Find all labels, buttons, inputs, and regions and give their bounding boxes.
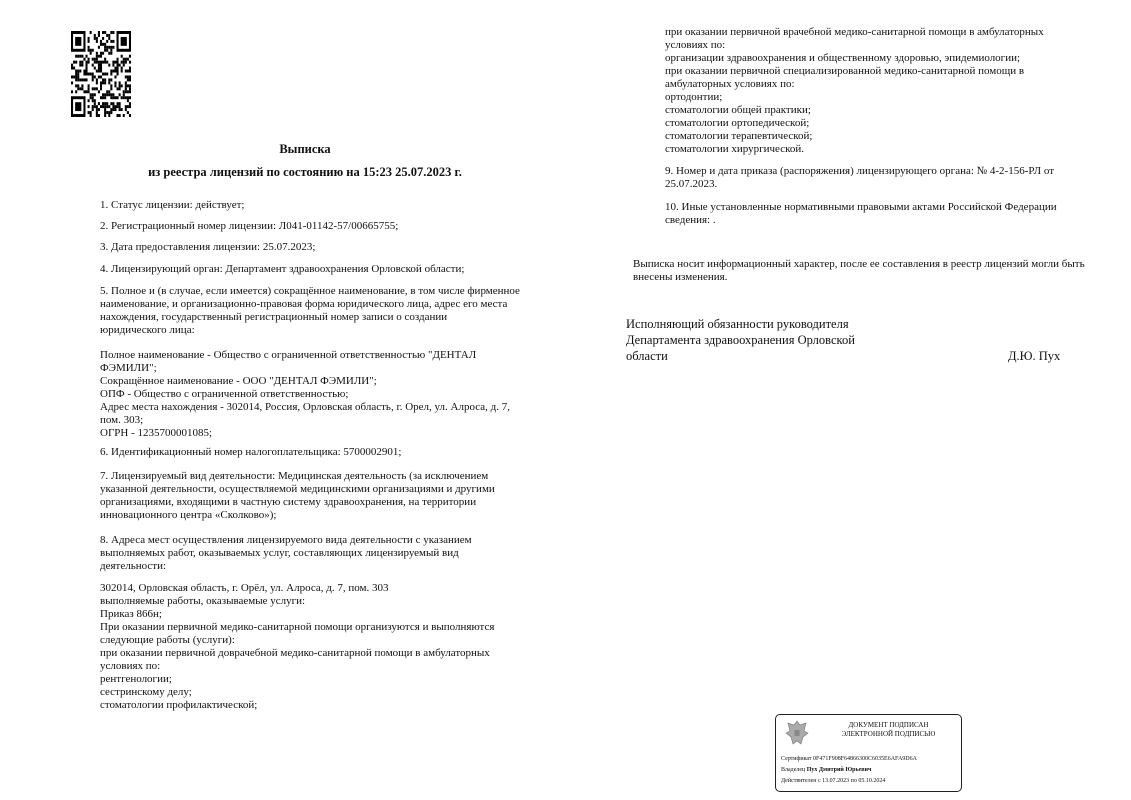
stamp-header: ДОКУМЕНТ ПОДПИСАН ЭЛЕКТРОННОЙ ПОДПИСЬЮ bbox=[841, 721, 936, 738]
item-entity-name: 5. Полное и (в случае, если имеется) сокращённое наименование, в том числе фирменное наименование, и организационно-правовая форма юридического лица, адрес его места нахождения, государственный регистрационный номер записи о создании юридического лица: bbox=[100, 285, 520, 336]
coat-of-arms-icon bbox=[784, 719, 810, 747]
item-registration-number: 2. Регистрационный номер лицензии: Л041-01142-57/00665755; bbox=[100, 220, 399, 232]
electronic-signature-stamp bbox=[775, 714, 962, 792]
item-activity-type: 7. Лицензируемый вид деятельности: Медицинская деятельность (за исключением указанной деятельности, осуществляемой медицинскими организациями и другими организациями, входящими в частную систему здравоохранения, на территории инновационного центра «Сколково»); bbox=[100, 470, 495, 521]
item-order-number: 9. Номер и дата приказа (распоряжения) лицензирующего органа: № 4-2-156-РЛ от 25.07.2023. bbox=[665, 165, 1055, 190]
informational-note: Выписка носит информационный характер, после ее составления в реестр лицензий могли быть внесены изменения. bbox=[633, 258, 1085, 283]
document-title: Выписка bbox=[279, 142, 331, 156]
qr-code bbox=[71, 31, 131, 117]
document-subtitle: из реестра лицензий по состоянию на 15:23 25.07.2023 г. bbox=[148, 165, 462, 179]
item-license-date: 3. Дата предоставления лицензии: 25.07.2023; bbox=[100, 241, 316, 253]
item-other-info: 10. Иные установленные нормативными правовыми актами Российской Федерации сведения: . bbox=[665, 201, 1057, 226]
item-addresses: 8. Адреса мест осуществления лицензируемого вида деятельности с указанием выполняемых работ, оказываемых услуг, составляющих лицензируемый вид деятельности: bbox=[100, 534, 472, 572]
organization-details: Полное наименование - Общество с ограниченной ответственностью "ДЕНТАЛ ФЭМИЛИ"; Сокращённое наименование - ООО "ДЕНТАЛ ФЭМИЛИ"; ОПФ - Общество с ограниченной ответственностью; Адрес места нахождения - 302014, Россия, Орловская область, г. Орел, ул. Алроса, д. 7, пом. 303; ОГРН - 1235700001085; bbox=[100, 349, 510, 439]
services-continued: при оказании первичной врачебной медико-санитарной помощи в амбулаторных условиях по: организации здравоохранения и общественному здоровью, эпидемиологии; при оказании первичной специализированной медико-санитарной помощи в амбулаторных условиях по: ортодонтии; стоматологии общей практики; стоматологии ортопедической; стоматологии терапевтической; стоматологии хирургической. bbox=[665, 26, 1044, 155]
address-services: 302014, Орловская область, г. Орёл, ул. Алроса, д. 7, пом. 303 выполняемые работы, оказываемые услуги: Приказ 866н; При оказании первичной медико-санитарной помощи организуются и выполняются следующие работы (услуги): при оказании первичной доврачебной медико-санитарной помощи в амбулаторных условиях по: рентгенологии; сестринскому делу; стоматологии профилактической; bbox=[100, 582, 495, 711]
item-licensing-authority: 4. Лицензирующий орган: Департамент здравоохранения Орловской области; bbox=[100, 263, 465, 275]
stamp-certificate: Сертификат 0F471F908F64866300C6035E6AFA9D6A bbox=[781, 756, 917, 762]
stamp-owner: Пух Дмитрий Юрьевич bbox=[806, 767, 872, 773]
item-inn: 6. Идентификационный номер налогоплательщика: 5700002901; bbox=[100, 446, 402, 458]
signatory-position: Исполняющий обязанности руководителя Департамента здравоохранения Орловской области bbox=[626, 317, 855, 363]
stamp-validity: Действителен с 13.07.2023 по 05.10.2024 bbox=[781, 778, 886, 784]
item-license-status: 1. Статус лицензии: действует; bbox=[100, 199, 245, 211]
signatory-name: Д.Ю. Пух bbox=[1008, 349, 1061, 363]
stamp-owner-label: Владелец bbox=[781, 767, 806, 773]
